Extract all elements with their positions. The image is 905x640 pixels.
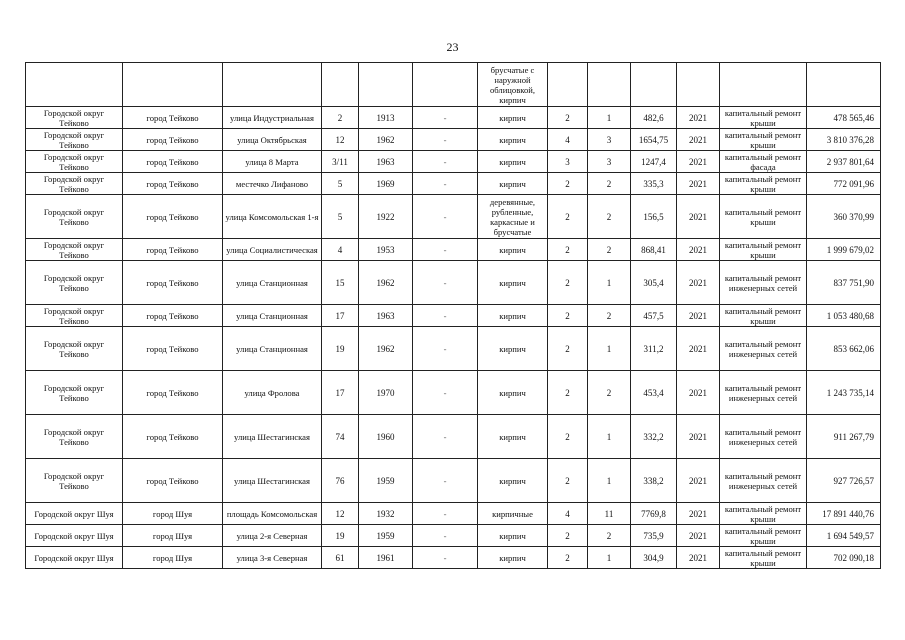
- cell-area: 311,2: [631, 327, 677, 371]
- cell-count-1: 2: [548, 261, 588, 305]
- cell-street: улица Индустриальная: [223, 107, 322, 129]
- cell-work-type: капитальный ремонт крыши: [720, 239, 807, 261]
- cell-city: город Шуя: [123, 547, 223, 569]
- cell-work-type: капитальный ремонт крыши: [720, 525, 807, 547]
- cell-area: 7769,8: [631, 503, 677, 525]
- cell-plan-year: 2021: [677, 151, 720, 173]
- cell-street: улица Фролова: [223, 371, 322, 415]
- cell-city: город Тейково: [123, 261, 223, 305]
- cell-work-type: капитальный ремонт инженерных сетей: [720, 415, 807, 459]
- cell-count-2: 3: [588, 129, 631, 151]
- cell-count-1: 3: [548, 151, 588, 173]
- cell-count-2: 1: [588, 415, 631, 459]
- cell-cost: 360 370,99: [807, 195, 881, 239]
- cell-house: 5: [322, 195, 359, 239]
- table-row: [26, 459, 881, 503]
- cell-area: 735,9: [631, 525, 677, 547]
- register-table: [25, 62, 881, 569]
- cell-house: 19: [322, 525, 359, 547]
- cell-street: улица Шестагинская: [223, 459, 322, 503]
- cell-street: улица Комсомольская 1-я: [223, 195, 322, 239]
- cell-count-2: 2: [588, 239, 631, 261]
- cell-material: кирпич: [478, 415, 548, 459]
- cell-street: площадь Комсомольская: [223, 503, 322, 525]
- cell-work-type: капитальный ремонт крыши: [720, 129, 807, 151]
- table-row-continued: [26, 63, 881, 107]
- table-row: [26, 239, 881, 261]
- cell-year: 1961: [359, 547, 413, 569]
- cell-area: 332,2: [631, 415, 677, 459]
- cell-district: Городской округ Тейково: [26, 305, 123, 327]
- cell-street: улица 3-я Северная: [223, 547, 322, 569]
- cell-material: кирпич: [478, 129, 548, 151]
- cell-house: 17: [322, 305, 359, 327]
- cell-work-type: капитальный ремонт крыши: [720, 305, 807, 327]
- cell-material: кирпич: [478, 371, 548, 415]
- cell-work-type: капитальный ремонт инженерных сетей: [720, 459, 807, 503]
- cell-area: 338,2: [631, 459, 677, 503]
- cell-year: 1960: [359, 415, 413, 459]
- cell-house: 15: [322, 261, 359, 305]
- cell-plan-year: 2021: [677, 547, 720, 569]
- cell-city: город Тейково: [123, 459, 223, 503]
- cell-year: 1959: [359, 525, 413, 547]
- cell-count-1: 2: [548, 173, 588, 195]
- cell-year: 1969: [359, 173, 413, 195]
- cell-plan-year: 2021: [677, 107, 720, 129]
- cell-empty: [631, 63, 677, 107]
- cell-year: 1962: [359, 327, 413, 371]
- cell-house: 2: [322, 107, 359, 129]
- cell-count-1: 2: [548, 415, 588, 459]
- cell-count-2: 1: [588, 327, 631, 371]
- cell-empty: [588, 63, 631, 107]
- cell-district: Городской округ Тейково: [26, 239, 123, 261]
- cell-count-1: 2: [548, 195, 588, 239]
- cell-city: город Шуя: [123, 525, 223, 547]
- table-row: [26, 261, 881, 305]
- cell-year: 1963: [359, 305, 413, 327]
- cell-count-1: 4: [548, 503, 588, 525]
- cell-cost: 1 694 549,57: [807, 525, 881, 547]
- table-row: [26, 107, 881, 129]
- cell-district: Городской округ Тейково: [26, 261, 123, 305]
- cell-material: кирпичные: [478, 503, 548, 525]
- table-row: [26, 195, 881, 239]
- cell-count-2: 3: [588, 151, 631, 173]
- cell-dash: -: [413, 129, 478, 151]
- cell-street: местечко Лифаново: [223, 173, 322, 195]
- cell-material: кирпич: [478, 173, 548, 195]
- cell-material: кирпич: [478, 151, 548, 173]
- table-row: [26, 525, 881, 547]
- cell-plan-year: 2021: [677, 415, 720, 459]
- cell-dash: -: [413, 151, 478, 173]
- cell-empty: [548, 63, 588, 107]
- cell-count-1: 2: [548, 371, 588, 415]
- cell-plan-year: 2021: [677, 195, 720, 239]
- cell-district: Городской округ Тейково: [26, 459, 123, 503]
- cell-street: улица 8 Марта: [223, 151, 322, 173]
- cell-district: Городской округ Тейково: [26, 151, 123, 173]
- cell-year: 1932: [359, 503, 413, 525]
- cell-house: 61: [322, 547, 359, 569]
- table-row: [26, 327, 881, 371]
- cell-plan-year: 2021: [677, 525, 720, 547]
- cell-work-type: капитальный ремонт инженерных сетей: [720, 261, 807, 305]
- cell-plan-year: 2021: [677, 129, 720, 151]
- cell-cost: 17 891 440,76: [807, 503, 881, 525]
- cell-dash: -: [413, 547, 478, 569]
- cell-area: 156,5: [631, 195, 677, 239]
- cell-area: 457,5: [631, 305, 677, 327]
- cell-street: улица Октябрьская: [223, 129, 322, 151]
- cell-plan-year: 2021: [677, 371, 720, 415]
- cell-empty: [720, 63, 807, 107]
- cell-district: Городской округ Тейково: [26, 327, 123, 371]
- cell-house: 74: [322, 415, 359, 459]
- cell-work-type: капитальный ремонт инженерных сетей: [720, 327, 807, 371]
- cell-plan-year: 2021: [677, 305, 720, 327]
- cell-street: улица Социалистическая: [223, 239, 322, 261]
- cell-count-2: 2: [588, 305, 631, 327]
- cell-work-type: капитальный ремонт фасада: [720, 151, 807, 173]
- cell-cost: 927 726,57: [807, 459, 881, 503]
- page-number: 23: [446, 40, 459, 54]
- cell-year: 1962: [359, 129, 413, 151]
- cell-plan-year: 2021: [677, 173, 720, 195]
- cell-count-1: 2: [548, 327, 588, 371]
- cell-house: 12: [322, 129, 359, 151]
- cell-city: город Тейково: [123, 239, 223, 261]
- table-row: [26, 415, 881, 459]
- table-body: [26, 63, 881, 569]
- table-row: [26, 151, 881, 173]
- cell-empty: [677, 63, 720, 107]
- cell-city: город Тейково: [123, 415, 223, 459]
- cell-material: кирпич: [478, 305, 548, 327]
- cell-dash: -: [413, 459, 478, 503]
- cell-area: 335,3: [631, 173, 677, 195]
- cell-house: 76: [322, 459, 359, 503]
- cell-dash: -: [413, 371, 478, 415]
- cell-empty: [413, 63, 478, 107]
- cell-street: улица 2-я Северная: [223, 525, 322, 547]
- cell-dash: -: [413, 261, 478, 305]
- cell-material: кирпич: [478, 459, 548, 503]
- cell-city: город Тейково: [123, 151, 223, 173]
- cell-dash: -: [413, 173, 478, 195]
- cell-area: 482,6: [631, 107, 677, 129]
- cell-count-1: 2: [548, 239, 588, 261]
- cell-material: кирпич: [478, 107, 548, 129]
- cell-count-2: 1: [588, 261, 631, 305]
- cell-count-2: 2: [588, 371, 631, 415]
- cell-city: город Шуя: [123, 503, 223, 525]
- cell-district: Городской округ Тейково: [26, 415, 123, 459]
- cell-cost: 2 937 801,64: [807, 151, 881, 173]
- cell-district: Городской округ Тейково: [26, 371, 123, 415]
- cell-work-type: капитальный ремонт крыши: [720, 195, 807, 239]
- cell-street: улица Станционная: [223, 305, 322, 327]
- cell-material: деревянные, рубленные, каркасные и брусчатые: [478, 195, 548, 239]
- cell-count-2: 2: [588, 195, 631, 239]
- cell-empty: [807, 63, 881, 107]
- table-row: [26, 173, 881, 195]
- cell-area: 1654,75: [631, 129, 677, 151]
- cell-plan-year: 2021: [677, 239, 720, 261]
- cell-cost: 911 267,79: [807, 415, 881, 459]
- cell-empty: [223, 63, 322, 107]
- cell-empty: [322, 63, 359, 107]
- cell-district: Городской округ Тейково: [26, 173, 123, 195]
- cell-house: 3/11: [322, 151, 359, 173]
- cell-count-1: 2: [548, 459, 588, 503]
- cell-city: город Тейково: [123, 107, 223, 129]
- cell-district: Городской округ Тейково: [26, 107, 123, 129]
- cell-dash: -: [413, 327, 478, 371]
- cell-year: 1959: [359, 459, 413, 503]
- cell-material: брусчатые с наружной облицовкой, кирпич: [478, 63, 548, 107]
- cell-district: Городской округ Шуя: [26, 547, 123, 569]
- cell-count-1: 2: [548, 547, 588, 569]
- cell-material: кирпич: [478, 261, 548, 305]
- cell-work-type: капитальный ремонт крыши: [720, 173, 807, 195]
- table-row: [26, 547, 881, 569]
- cell-material: кирпич: [478, 525, 548, 547]
- cell-year: 1953: [359, 239, 413, 261]
- cell-year: 1970: [359, 371, 413, 415]
- cell-cost: 772 091,96: [807, 173, 881, 195]
- cell-dash: -: [413, 415, 478, 459]
- cell-city: город Тейково: [123, 129, 223, 151]
- cell-empty: [123, 63, 223, 107]
- cell-count-2: 1: [588, 547, 631, 569]
- table-row: [26, 503, 881, 525]
- cell-dash: -: [413, 503, 478, 525]
- cell-material: кирпич: [478, 239, 548, 261]
- cell-cost: 837 751,90: [807, 261, 881, 305]
- cell-work-type: капитальный ремонт крыши: [720, 503, 807, 525]
- cell-city: город Тейково: [123, 327, 223, 371]
- cell-count-2: 1: [588, 459, 631, 503]
- cell-cost: 478 565,46: [807, 107, 881, 129]
- cell-district: Городской округ Шуя: [26, 503, 123, 525]
- table-row: [26, 129, 881, 151]
- cell-area: 453,4: [631, 371, 677, 415]
- cell-dash: -: [413, 305, 478, 327]
- table-row: [26, 371, 881, 415]
- cell-material: кирпич: [478, 547, 548, 569]
- cell-dash: -: [413, 525, 478, 547]
- cell-work-type: капитальный ремонт крыши: [720, 107, 807, 129]
- cell-city: город Тейково: [123, 195, 223, 239]
- cell-district: Городской округ Тейково: [26, 129, 123, 151]
- cell-year: 1962: [359, 261, 413, 305]
- cell-empty: [26, 63, 123, 107]
- cell-area: 868,41: [631, 239, 677, 261]
- cell-dash: -: [413, 195, 478, 239]
- cell-cost: 702 090,18: [807, 547, 881, 569]
- cell-house: 19: [322, 327, 359, 371]
- cell-year: 1963: [359, 151, 413, 173]
- cell-count-2: 2: [588, 173, 631, 195]
- cell-plan-year: 2021: [677, 327, 720, 371]
- cell-plan-year: 2021: [677, 261, 720, 305]
- cell-street: улица Станционная: [223, 261, 322, 305]
- cell-work-type: капитальный ремонт инженерных сетей: [720, 371, 807, 415]
- cell-house: 12: [322, 503, 359, 525]
- cell-house: 5: [322, 173, 359, 195]
- cell-cost: 1 243 735,14: [807, 371, 881, 415]
- cell-year: 1913: [359, 107, 413, 129]
- cell-year: 1922: [359, 195, 413, 239]
- cell-house: 17: [322, 371, 359, 415]
- cell-count-2: 2: [588, 525, 631, 547]
- cell-city: город Тейково: [123, 371, 223, 415]
- cell-count-1: 4: [548, 129, 588, 151]
- cell-city: город Тейково: [123, 305, 223, 327]
- cell-plan-year: 2021: [677, 503, 720, 525]
- cell-street: улица Станционная: [223, 327, 322, 371]
- cell-house: 4: [322, 239, 359, 261]
- cell-area: 305,4: [631, 261, 677, 305]
- cell-area: 304,9: [631, 547, 677, 569]
- cell-count-1: 2: [548, 305, 588, 327]
- cell-work-type: капитальный ремонт крыши: [720, 547, 807, 569]
- cell-empty: [359, 63, 413, 107]
- cell-dash: -: [413, 239, 478, 261]
- cell-dash: -: [413, 107, 478, 129]
- cell-district: Городской округ Шуя: [26, 525, 123, 547]
- cell-cost: 1 999 679,02: [807, 239, 881, 261]
- cell-area: 1247,4: [631, 151, 677, 173]
- cell-cost: 3 810 376,28: [807, 129, 881, 151]
- cell-count-1: 2: [548, 525, 588, 547]
- cell-material: кирпич: [478, 327, 548, 371]
- cell-count-2: 11: [588, 503, 631, 525]
- cell-district: Городской округ Тейково: [26, 195, 123, 239]
- cell-plan-year: 2021: [677, 459, 720, 503]
- cell-city: город Тейково: [123, 173, 223, 195]
- cell-count-2: 1: [588, 107, 631, 129]
- cell-count-1: 2: [548, 107, 588, 129]
- cell-cost: 853 662,06: [807, 327, 881, 371]
- table-row: [26, 305, 881, 327]
- cell-cost: 1 053 480,68: [807, 305, 881, 327]
- cell-street: улица Шестагинская: [223, 415, 322, 459]
